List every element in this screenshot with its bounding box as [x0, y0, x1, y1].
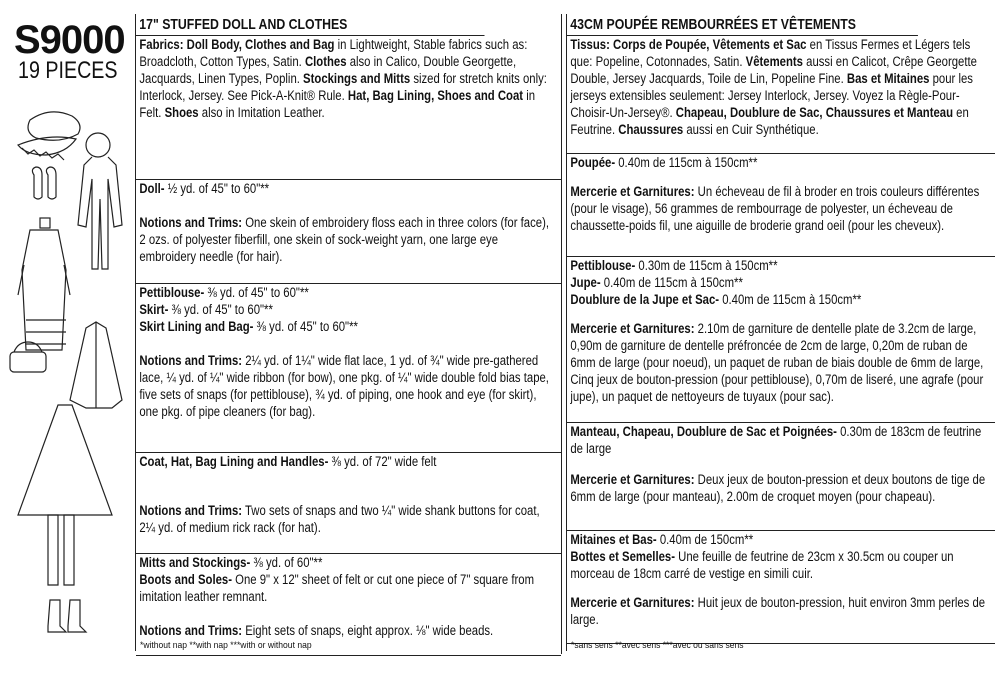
pettiblouse-yardage: Pettiblouse- ⅜ yd. of 45" to 60"** [139, 285, 309, 300]
mitts-yardage: Mitts and Stockings- ⅜ yd. of 60"** [139, 555, 323, 570]
dress-illustration [18, 218, 70, 350]
fabrics-section [136, 36, 561, 180]
mitaines-bottes-notions: Mercerie et Garnitures: Huit jeux de bouton-pression, huit environ 3mm perles de large. [570, 595, 986, 627]
poupee-yardage: Poupée- 0.40m de 115cm à 150cm** [570, 155, 758, 170]
hat-illustration [18, 112, 80, 160]
manteau-section [567, 423, 995, 531]
stockings-illustration [48, 515, 74, 585]
mitts-boots-notions: Notions and Trims: Eight sets of snaps, eight approx. ⅛" wide beads. [139, 623, 494, 638]
french-title: 43CM POUPÉE REMBOURRÉES ET VÊTEMENTS [567, 14, 918, 36]
skirt-illustration [18, 405, 112, 515]
english-nap-legend: *without nap **with nap ***with or without nap [140, 640, 312, 651]
poupee-notions: Mercerie et Garnitures: Un écheveau de fil à broder en trois couleurs différentes (pour le visage), 56 grammes de rembourrage de polyester, un écheveau de chaussette-poids fil, une aiguille de broderie grand oeil (pour les cheveux). [570, 184, 980, 233]
skirt-lining-yardage: Skirt Lining and Bag- ⅜ yd. of 45" to 60"** [139, 319, 358, 334]
poupee-section [567, 154, 995, 257]
column-divider [561, 14, 562, 654]
bag-illustration [10, 342, 46, 372]
mitts-illustration [32, 167, 56, 199]
english-column [135, 14, 561, 651]
tissus-section [567, 36, 995, 154]
clothes-section [136, 284, 561, 453]
skirt-yardage: Skirt- ⅜ yd. of 45" to 60"** [139, 302, 273, 317]
vetements-notions: Mercerie et Garnitures: 2.10m de garniture de dentelle plate de 3.2cm de large, 0,90m de garniture de dentelle préfroncée de 2cm de large, 0,20m de ruban de 6mm de large (pour noeud), un paquet de ruban de biais double de 6mm de large, Cinq jeux de bouton-pression (pour pettiblouse), 0,70m de liseré, une agrafe (pour jupe), un paquet de nettoyeurs de tuyaux (pour sac). [570, 321, 984, 404]
clothes-notions: Notions and Trims: 2¼ yd. of 1¼" wide flat lace, 1 yd. of ¾" wide pre-gathered lace, ¼ yd. of ¼" wide ribbon (for bow), one pkg. of ¼" wide double fold bias tape, five sets of snaps (for pettiblouse), ¾ yd. of piping, one hook and eye (for skirt), one pkg. of pipe cleaners (for bag). [139, 353, 549, 419]
coat-notions: Notions and Trims: Two sets of snaps and two ¼" wide shank buttons for coat, 2¼ yd. of medium rick rack (for hat). [139, 503, 540, 535]
manteau-yardage: Manteau, Chapeau, Doublure de Sac et Poignées- 0.30m de 183cm de feutrine de large [570, 424, 982, 456]
coat-yardage: Coat, Hat, Bag Lining and Handles- ⅜ yd. of 72" wide felt [139, 454, 437, 469]
coat-section [136, 453, 561, 554]
doublure-jupe-yardage: Doublure de la Jupe et Sac- 0.40m de 115cm à 150cm** [570, 292, 862, 307]
tissus-text: Tissus: Corps de Poupée, Vêtements et Sac en Tissus Fermes et Légers tels que: Popeline, Cotonnades, Satin. Vêtements aussi en Calicot, Crêpe Georgette Double, Jersey Jacquards, Toile de Lin, Popeline Fine. Bas et Mitaines pour les jerseys extensibles seulement: Jersey Interlock, Jersey. Voyez la Règle-Pour-Choisir-Un-Jersey®. Chapeau, Doublure de Sac, Chaussures et Manteau en Feutrine. Chaussures aussi en Cuir Synthétique. [570, 37, 977, 137]
pieces-count: 19 PIECES [18, 57, 118, 84]
bottes-yardage: Bottes et Semelles- Une feuille de feutrine de 23cm x 30.5cm ou couper un morceau de 18cm carré de vestige en simili cuir. [570, 549, 954, 581]
doll-body-illustration [78, 133, 122, 269]
french-column [566, 14, 995, 651]
jupe-yardage: Jupe- 0.40m de 115cm à 150cm** [570, 275, 743, 290]
doll-notions: Notions and Trims: One skein of embroidery floss each in three colors (for face), 2 ozs. of polyester fiberfill, one skein of sock-weight yarn, one large eye embroidery needle (for hair). [139, 215, 550, 264]
coat-illustration [70, 322, 122, 408]
french-nap-legend: *sans sens **avec sens ***avec ou sans sens [571, 640, 744, 651]
english-title: 17" STUFFED DOLL AND CLOTHES [136, 14, 485, 36]
boots-illustration [48, 600, 86, 632]
pattern-code: S9000 [14, 18, 125, 62]
manteau-notions: Mercerie et Garnitures: Deux jeux de bouton-pression et deux boutons de tige de 6mm de large (pour manteau), 2.00m de croquet moyen (pour chapeau). [570, 472, 986, 504]
garment-illustrations [0, 100, 132, 660]
doll-section [136, 180, 561, 284]
boots-yardage: Boots and Soles- One 9" x 12" sheet of felt or cut one piece of 7" square from imitation leather remnant. [139, 572, 535, 604]
fabrics-text: Fabrics: Doll Body, Clothes and Bag in Lightweight, Stable fabrics such as: Broadcloth, Cotton Types, Satin. Clothes also in Calico, Double Georgette, Jacquards, Linen Types, Poplin. Stockings and Mitts sized for stretch knits only: Interlock, Jersey. See Pick-A-Knit® Rule. Hat, Bag Lining, Shoes and Coat in Felt. Shoes also in Imitation Leather. [139, 37, 547, 120]
mitaines-yardage: Mitaines et Bas- 0.40m de 150cm** [570, 532, 754, 547]
vetements-section [567, 257, 995, 423]
mitaines-bottes-section [567, 531, 995, 644]
pettiblouse-fr-yardage: Pettiblouse- 0.30m de 115cm à 150cm** [570, 258, 778, 273]
doll-yardage: Doll- ½ yd. of 45" to 60"** [139, 181, 270, 196]
